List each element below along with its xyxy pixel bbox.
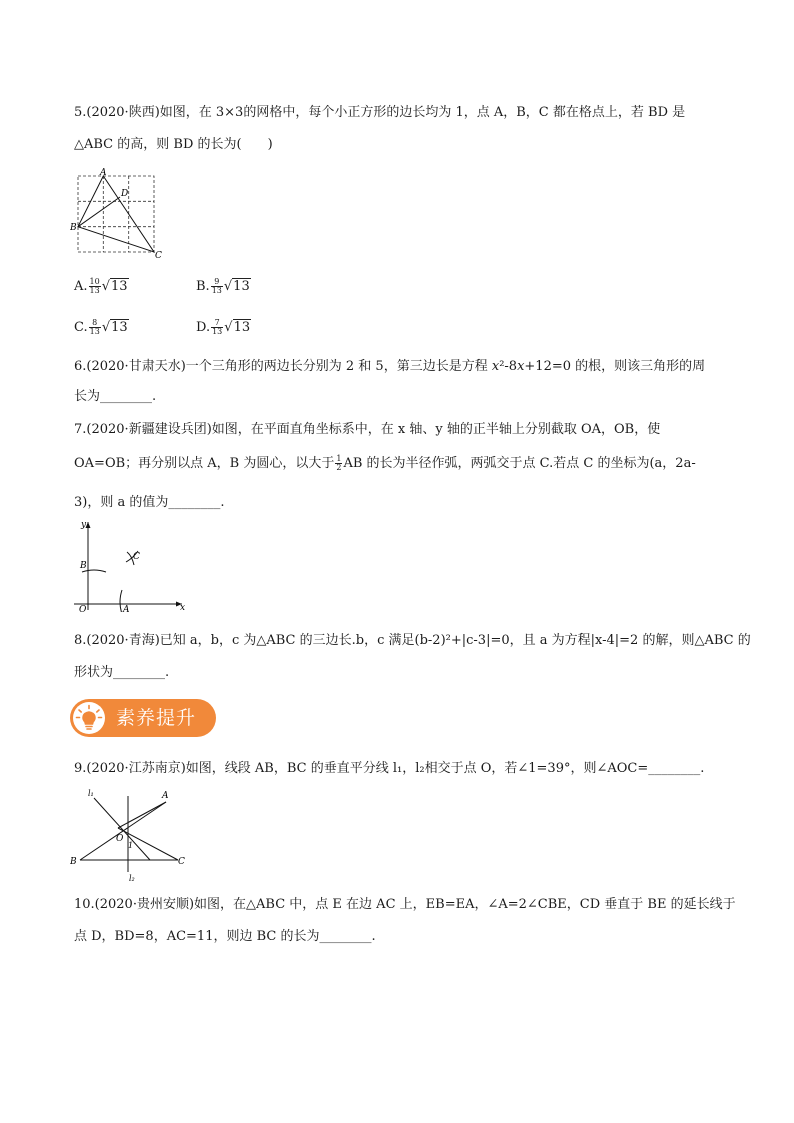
- q9-label-c: C: [178, 857, 185, 867]
- q5-label-d: D: [121, 189, 129, 199]
- q9-label-a: A: [162, 791, 169, 801]
- q5-label-b: B: [70, 223, 77, 233]
- q6-text-line2: 长为________.: [74, 389, 157, 404]
- q9-label-o: O: [116, 834, 124, 844]
- q7-text-line3: 3)，则 a 的值为________.: [74, 495, 225, 510]
- banner-title: 素养提升: [116, 707, 197, 729]
- q5-option-a[interactable]: A. $\frac{10}{13}$ √13: [74, 277, 128, 295]
- section-banner: [70, 699, 216, 737]
- q5-option-d[interactable]: D. $\frac{7}{13}$ √13: [196, 318, 251, 336]
- q7-label-c: C: [133, 552, 140, 562]
- q7-label-y: y: [81, 520, 87, 530]
- q9-label-l2: l₂: [129, 874, 135, 882]
- q7-label-b: B: [80, 561, 87, 571]
- q9-label-angle1: 1: [128, 841, 134, 850]
- q5-text-line1: 5.(2020·陕西)如图，在 3×3的网格中，每个小正方形的边长均为 1，点 A，B，C 都在格点上，若 BD 是: [74, 105, 686, 120]
- q9-label-l1: l₁: [88, 789, 94, 798]
- q7-coordinate-figure: [70, 516, 190, 612]
- lightbulb-icon: [73, 702, 105, 734]
- q5-label-c: C: [155, 251, 162, 260]
- q7-label-x: x: [180, 603, 186, 612]
- q5-text-line2: △ABC 的高，则 BD 的长为( ): [74, 137, 273, 152]
- q10-text-line2: 点 D，BD=8，AC=11，则边 BC 的长为________.: [74, 929, 376, 944]
- q8-text-line2: 形状为________.: [74, 665, 170, 680]
- q9-label-b: B: [70, 857, 77, 867]
- q7-label-a: A: [123, 605, 130, 612]
- q9-figure: [70, 786, 190, 882]
- q6-text-line1: 6.(2020·甘肃天水)一个三角形的两边长分别为 2 和 5，第三边长是方程 x²-8x+12=0 的根，则该三角形的周: [74, 359, 706, 374]
- q7-text-line1: 7.(2020·新疆建设兵团)如图，在平面直角坐标系中，在 x 轴、y 轴的正半轴上分别截取 OA，OB，使: [74, 422, 661, 437]
- banner-icon-circle: [73, 702, 105, 734]
- q5-option-c[interactable]: C. $\frac{8}{13}$ √13: [74, 318, 128, 336]
- q9-text-line1: 9.(2020·江苏南京)如图，线段 AB，BC 的垂直平分线 l₁，l₂相交于点 O，若∠1=39°，则∠AOC=________.: [74, 761, 705, 776]
- q7-text-line2: OA=OB；再分别以点 A，B 为圆心，以大于 $\frac{1}{2}$ AB 的长为半径作弧，两弧交于点 C.若点 C 的坐标为(a，2a-: [74, 454, 696, 472]
- q5-option-b[interactable]: B. $\frac{9}{13}$ √13: [196, 277, 250, 295]
- q5-grid-figure: [70, 168, 170, 260]
- q7-label-o: O: [79, 605, 87, 612]
- q5-label-a: A: [100, 168, 107, 178]
- q8-text-line1: 8.(2020·青海)已知 a，b，c 为△ABC 的三边长.b，c 满足(b-2)²+|c-3|=0，且 a 为方程|x-4|=2 的解，则△ABC 的: [74, 633, 751, 648]
- q10-text-line1: 10.(2020·贵州安顺)如图，在△ABC 中，点 E 在边 AC 上，EB=EA，∠A=2∠CBE，CD 垂直于 BE 的延长线于: [74, 897, 736, 912]
